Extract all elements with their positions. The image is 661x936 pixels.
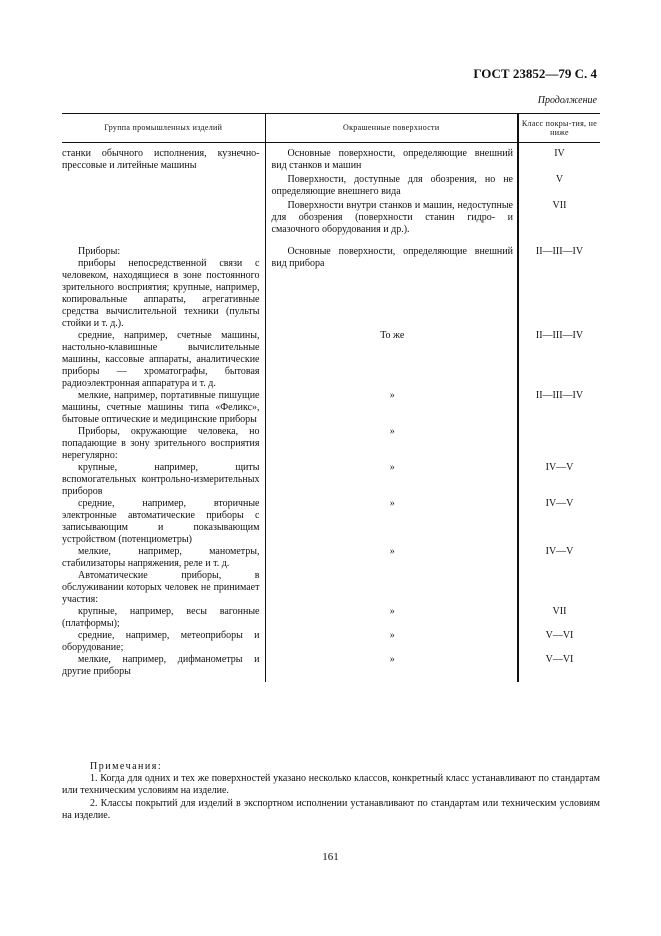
group-text: мелкие, например, портативные пишущие машины, счетные машины типа «Феликс», бытовые оптические и медицинские приборы (62, 390, 260, 425)
class-value: V—VI (545, 630, 574, 641)
group-text: приборы непосредственной связи с человеком, находящиеся в зоне постоянного зрительного восприятия; крупные, например, копировальные аппараты, агрегативные средства вычислительной техники (пульты стойки и т. д.). (62, 258, 260, 329)
class-cell (518, 546, 600, 570)
surfaces-cell (265, 498, 518, 546)
continuation-label: Продолжение (537, 95, 597, 106)
table-row (62, 143, 600, 247)
class-value: V—VI (545, 654, 574, 665)
surface-text: » (389, 390, 395, 401)
group-cell (62, 546, 265, 570)
coating-class-table (62, 113, 600, 682)
surfaces-cell (265, 630, 518, 654)
surfaces-cell (265, 462, 518, 498)
table-row (62, 426, 600, 462)
surfaces-cell (265, 570, 518, 606)
group-cell (62, 498, 265, 546)
surface-text: » (389, 654, 395, 665)
note-item: 1. Когда для одних и тех же поверхностей указано несколько классов, конкретный класс устанавливают по стандартам или техническим условиям на изделие. (62, 773, 600, 797)
surfaces-cell (265, 330, 518, 390)
class-cell (518, 654, 600, 682)
class-value: IV (554, 148, 565, 159)
table-row (62, 462, 600, 498)
surface-text: Основные поверхности, определяющие внешний вид станков и машин (271, 148, 513, 171)
class-value: II—III—IV (535, 330, 584, 341)
group-text: средние, например, вторичные электронные автоматические приборы с записывающим и показывающим устройством (потенциометры) (62, 498, 260, 545)
surfaces-cell (265, 390, 518, 426)
group-heading: Приборы: (78, 246, 121, 257)
table-row (62, 498, 600, 546)
class-cell (518, 462, 600, 498)
notes-title: Примечания: (90, 761, 163, 772)
surface-text: Поверхности, доступные для обозрения, но не определяющие внешнего вида (271, 174, 513, 197)
group-text: средние, например, метеоприборы и оборудование; (62, 630, 260, 653)
group-text: крупные, например, щиты вспомогательных контрольно-измерительных приборов (62, 462, 260, 497)
class-cell (518, 330, 600, 390)
group-cell (62, 570, 265, 606)
group-cell (62, 330, 265, 390)
group-text: Приборы, окружающие человека, но попадающие в зону зрительного восприятия нерегулярно: (62, 426, 260, 461)
surface-text: » (389, 462, 395, 473)
class-cell (518, 246, 600, 330)
group-cell (62, 630, 265, 654)
class-cell (518, 143, 600, 247)
notes-section (62, 761, 600, 822)
group-cell (62, 426, 265, 462)
table-row (62, 570, 600, 606)
table-row (62, 246, 600, 330)
table-row (62, 654, 600, 682)
surface-text: » (389, 426, 395, 437)
group-cell (62, 390, 265, 426)
class-value: VII (552, 200, 567, 211)
surfaces-cell (265, 143, 518, 247)
surfaces-cell (265, 606, 518, 630)
document-code: ГОСТ 23852—79 С. 4 (473, 66, 597, 81)
class-value: II—III—IV (535, 390, 584, 401)
class-value: V (555, 174, 564, 185)
column-header-class: Класс покры-тия, не ниже (518, 114, 600, 143)
class-cell (518, 390, 600, 426)
page-number: 161 (322, 851, 339, 863)
table-row (62, 630, 600, 654)
group-text: мелкие, например, манометры, стабилизаторы напряжения, реле и т. д. (62, 546, 260, 569)
group-cell (62, 654, 265, 682)
class-value: VII (552, 606, 567, 617)
surface-text: Поверхности внутри станков и машин, недоступные для обозрения (поверхности станин гидро- и смазочного оборудования и др.). (271, 200, 513, 235)
class-value: IV—V (545, 462, 574, 473)
class-cell (518, 606, 600, 630)
class-cell (518, 498, 600, 546)
surface-text: » (389, 498, 395, 509)
group-text: станки обычного исполнения, кузнечно-прессовые и литейные машины (62, 148, 260, 171)
surface-text: Основные поверхности, определяющие внешний вид прибора (271, 246, 513, 269)
group-text: крупные, например, весы вагонные (платформы); (62, 606, 260, 629)
surface-text: То же (380, 330, 405, 341)
surfaces-cell (265, 546, 518, 570)
surfaces-cell (265, 426, 518, 462)
surfaces-cell (265, 654, 518, 682)
table-row (62, 546, 600, 570)
class-cell (518, 630, 600, 654)
group-cell (62, 606, 265, 630)
surface-text: » (389, 630, 395, 641)
table-row (62, 606, 600, 630)
column-header-group: Группа промышленных изделий (62, 114, 265, 143)
table-row (62, 330, 600, 390)
group-text: средние, например, счетные машины, настольно-клавишные вычислительные машины, кассовые аппараты, аналитические приборы — хроматографы, бытовая радиоэлектронная аппаратура и т. д. (62, 330, 260, 389)
class-value: IV—V (545, 546, 574, 557)
note-item: 2. Классы покрытий для изделий в экспортном исполнении устанавливают по стандартам или техническим условиям на изделие. (62, 797, 600, 821)
group-cell (62, 246, 265, 330)
surface-text: » (389, 546, 395, 557)
class-value: II—III—IV (535, 246, 584, 257)
class-value: IV—V (545, 498, 574, 509)
group-cell (62, 462, 265, 498)
group-cell (62, 143, 265, 247)
surfaces-cell (265, 246, 518, 330)
surface-text: » (389, 606, 395, 617)
table-row (62, 390, 600, 426)
column-header-surfaces: Окрашенные поверхности (265, 114, 518, 143)
group-text: мелкие, например, дифманометры и другие приборы (62, 654, 260, 677)
class-cell (518, 570, 600, 606)
group-text: Автоматические приборы, в обслуживании которых человек не принимает участия: (62, 570, 260, 605)
table-header-row (62, 114, 600, 143)
class-cell (518, 426, 600, 462)
